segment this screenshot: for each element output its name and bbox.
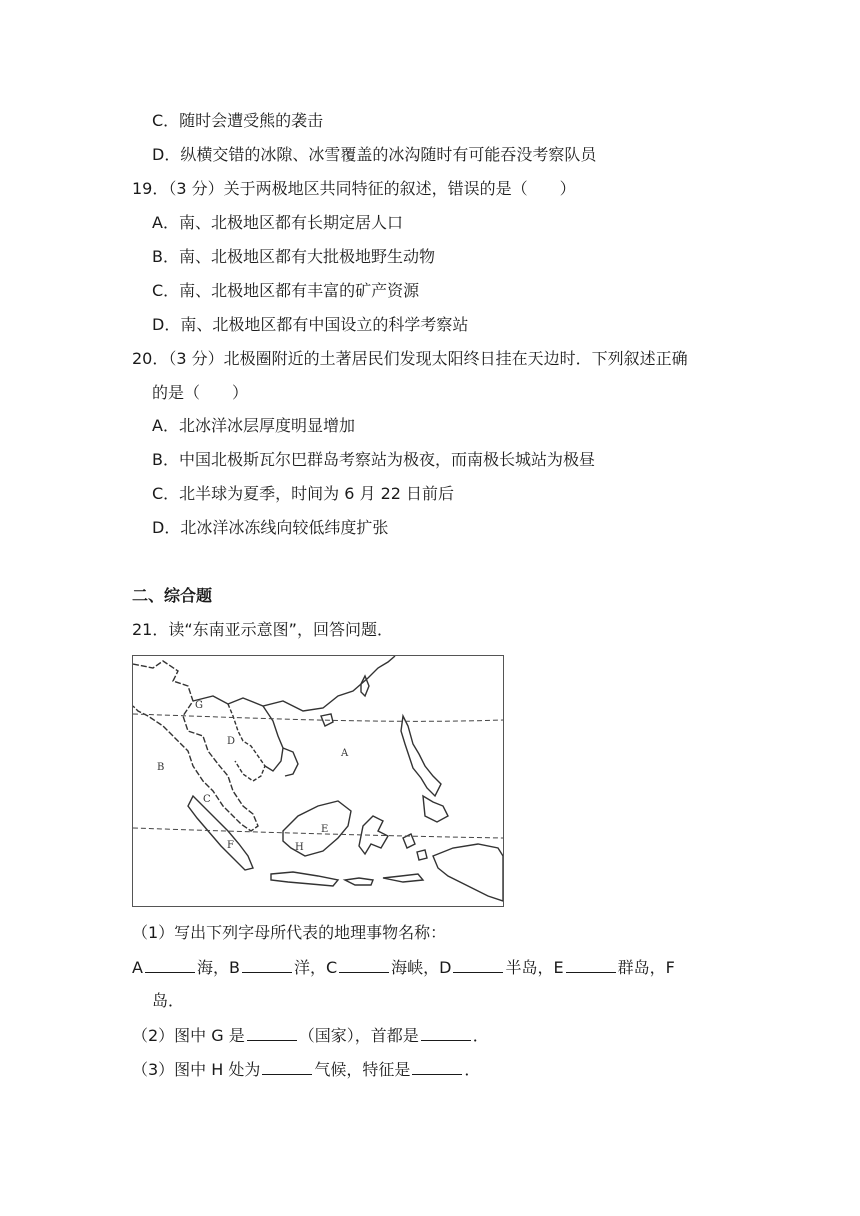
q20-option-b: B．中国北极斯瓦尔巴群岛考察站为极夜，而南极长城站为极昼 — [152, 450, 595, 469]
q21-part3-line — [132, 1058, 480, 1081]
q20-option-d: D．北冰洋冰冻线向较低纬度扩张 — [152, 518, 389, 537]
q19-option-d: D．南、北极地区都有中国设立的科学考察站 — [152, 315, 469, 334]
map-outline — [133, 656, 503, 906]
blank-e[interactable] — [566, 956, 616, 973]
map-label-g: G — [195, 700, 203, 711]
p1-islands-label: 群岛，F — [617, 958, 675, 977]
blank-g-country[interactable] — [247, 1024, 297, 1041]
blank-c[interactable] — [339, 956, 389, 973]
q19-option-a: A．南、北极地区都有长期定居人口 — [152, 213, 403, 232]
q21-part1-title: （1）写出下列字母所代表的地理事物名称： — [132, 923, 447, 942]
p1-sea-label: 海，B — [196, 958, 240, 977]
blank-d[interactable] — [453, 956, 503, 973]
q20-option-c: C．北半球为夏季，时间为 6 月 22 日前后 — [152, 484, 455, 503]
q20-option-a: A．北冰洋冰层厚度明显增加 — [152, 416, 355, 435]
southeast-asia-map — [132, 655, 504, 907]
p3-b: 气候，特征是 — [314, 1060, 411, 1079]
blank-h-climate[interactable] — [262, 1058, 312, 1075]
section-title: 二、综合题 — [132, 586, 213, 605]
map-label-d: D — [227, 736, 236, 747]
blank-h-feature[interactable] — [412, 1058, 462, 1075]
q19-option-c: C．南、北极地区都有丰富的矿产资源 — [152, 281, 420, 300]
p3-a: （3）图中 H 处为 — [132, 1060, 261, 1079]
p1-peninsula-label: 半岛，E — [505, 958, 564, 977]
q21-part2-line — [132, 1024, 489, 1047]
q21-stem: 21．读“东南亚示意图”，回答问题． — [132, 620, 393, 639]
q18-option-d: D．纵横交错的冰隙、冰雪覆盖的冰沟随时有可能吞没考察队员 — [152, 145, 597, 164]
q20-stem-line1: 20．（3 分）北极圈附近的土著居民们发现太阳终日挂在天边时．下列叙述正确 — [132, 349, 688, 368]
p3-c: ． — [464, 1060, 481, 1079]
q19-option-b: B．南、北极地区都有大批极地野生动物 — [152, 247, 435, 266]
map-label-b: B — [157, 762, 165, 773]
blank-a[interactable] — [145, 956, 195, 973]
q21-part1-end: 岛． — [152, 991, 185, 1010]
q20-stem-line2: 的是（ ） — [152, 383, 249, 402]
blank-g-capital[interactable] — [421, 1024, 471, 1041]
p1-strait-label: 海峡，D — [391, 958, 452, 977]
map-label-c: C — [203, 794, 211, 805]
q21-part1-line — [132, 956, 675, 979]
map-label-h: H — [295, 842, 304, 853]
map-label-a: A — [341, 748, 349, 759]
p2-c: ． — [472, 1026, 489, 1045]
map-label-f: F — [227, 840, 234, 851]
map-label-e: E — [321, 824, 329, 835]
q19-stem: 19．（3 分）关于两极地区共同特征的叙述，错误的是（ ） — [132, 179, 576, 198]
q18-option-c: C．随时会遭受熊的袭击 — [152, 111, 324, 130]
blank-b[interactable] — [242, 956, 292, 973]
p2-a: （2）图中 G 是 — [132, 1026, 245, 1045]
p1-ocean-label: 洋，C — [293, 958, 338, 977]
p1-a-label: A — [132, 958, 143, 977]
p2-b: （国家），首都是 — [298, 1026, 419, 1045]
